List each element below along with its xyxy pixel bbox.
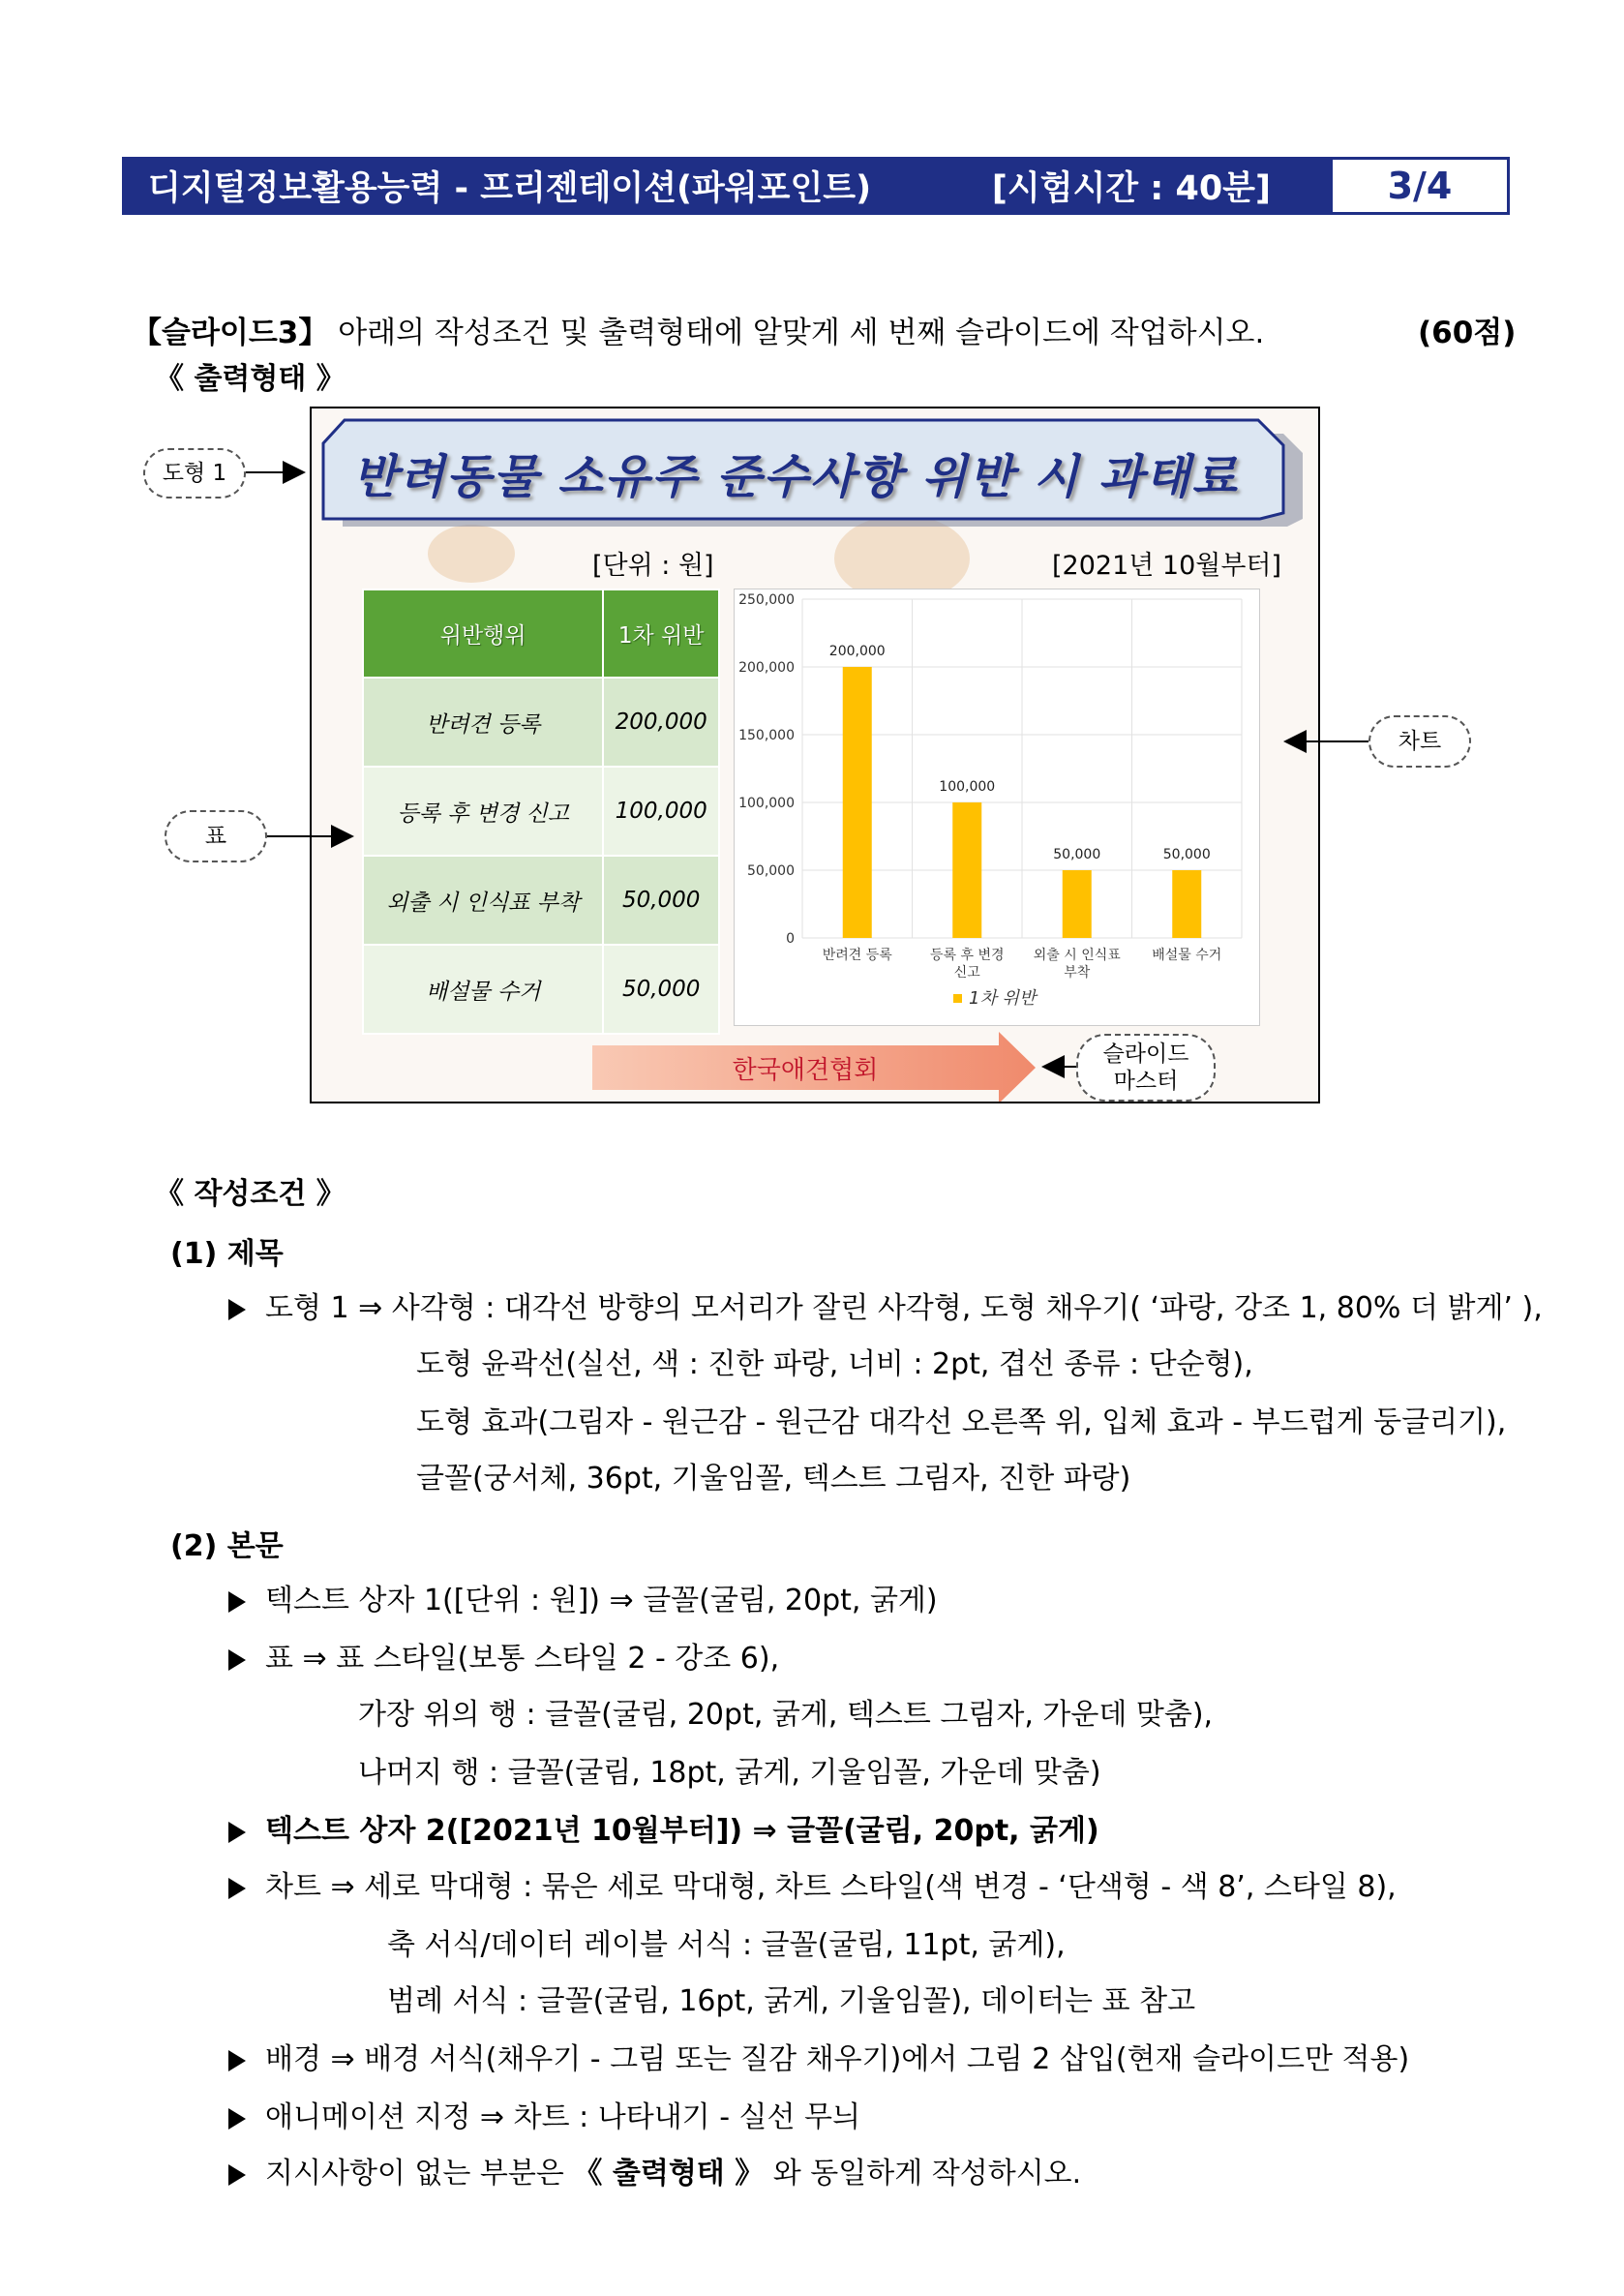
condition-text: 텍스트 상자 1([단위 : 원]) ⇒ 글꼴(굴림, 20pt, 굵게) — [265, 1584, 938, 1617]
condition-text: 애니메이션 지정 ⇒ 차트 : 나타내기 - 실선 무늬 — [265, 2100, 861, 2134]
output-heading: 《 출력형태 》 — [155, 362, 346, 396]
callout-shape1: 도형 1 — [143, 448, 246, 498]
bullet-triangle-icon — [228, 1299, 246, 1320]
y-tick-label: 50,000 — [747, 863, 795, 879]
bullet-triangle-icon — [228, 2108, 246, 2130]
data-label: 100,000 — [939, 779, 996, 795]
y-tick-label: 250,000 — [738, 592, 795, 608]
table-cell: 반려견 등록 — [363, 678, 603, 767]
header-title: 디지털정보활용능력 - 프리젠테이션(파워포인트) — [148, 169, 872, 208]
x-tick-label: 반려견 등록 — [822, 948, 892, 963]
header-exam-time: [시험시간 : 40분] — [991, 169, 1271, 208]
condition-line: 가장 위의 행 : 글꼴(굴림, 20pt, 굵게, 텍스트 그림자, 가운데 맞춤), — [358, 1698, 1214, 1732]
section1-title: (1) 제목 — [170, 1237, 284, 1271]
condition-text: 표 ⇒ 표 스타일(보통 스타일 2 - 강조 6), — [265, 1642, 780, 1676]
since-label: [2021년 10월부터] — [1052, 551, 1282, 581]
condition-line: 도형 윤곽선(실선, 색 : 진한 파랑, 너비 : 2pt, 겹선 종류 : 단순형), — [416, 1347, 1253, 1381]
table-cell: 200,000 — [603, 678, 719, 767]
callout-slide-master — [1076, 1034, 1216, 1102]
condition-text-pre: 지시사항이 없는 부분은 — [265, 2157, 564, 2190]
table-cell: 외출 시 인식표 부착 — [363, 856, 603, 945]
x-tick-label: 부착 — [1064, 965, 1091, 981]
table-cell: 50,000 — [603, 856, 719, 945]
condition-text: 도형 1 ⇒ 사각형 : 대각선 방향의 모서리가 잘린 사각형, 도형 채우기( ‘파랑, 강조 1, 80% 더 밝게’ ), — [265, 1291, 1543, 1325]
condition-line — [228, 1634, 779, 1677]
table-cell: 100,000 — [603, 767, 719, 856]
x-tick-label: 등록 후 변경 — [929, 948, 1005, 963]
callout-table: 표 — [165, 810, 267, 862]
condition-text: 차트 ⇒ 세로 막대형 : 묶은 세로 막대형, 차트 스타일(색 변경 - ‘단색형 - 색 8’, 스타일 8), — [265, 1870, 1397, 1904]
condition-line — [228, 1862, 1397, 1905]
section2-title: (2) 본문 — [170, 1529, 284, 1563]
y-tick-label: 150,000 — [738, 728, 795, 743]
condition-line — [228, 2035, 1409, 2077]
callout-master-line1: 슬라이드 — [1102, 1042, 1189, 1067]
slide-label: 【슬라이드3】 — [132, 316, 329, 350]
data-label: 200,000 — [828, 644, 886, 659]
header-page-number: 3/4 — [1387, 165, 1453, 207]
y-tick-label: 0 — [786, 931, 795, 947]
condition-line: 글꼴(궁서체, 36pt, 기울임꼴, 텍스트 그림자, 진한 파랑) — [416, 1462, 1131, 1495]
bullet-triangle-icon — [228, 1649, 246, 1671]
table-header-cell: 위반행위 — [363, 589, 603, 678]
bullet-triangle-icon — [228, 1822, 246, 1843]
x-tick-label: 외출 시 인식표 — [1033, 948, 1121, 963]
condition-text: 텍스트 상자 2([2021년 10월부터]) ⇒ 글꼴(굴림, 20pt, 굵게) — [265, 1814, 1099, 1848]
condition-line: 도형 효과(그림자 - 원근감 - 원근감 대각선 오른쪽 위, 입체 효과 - 부드럽게 둥글리기), — [416, 1405, 1507, 1439]
banner-text: 한국애견협회 — [732, 1055, 879, 1085]
table-cell: 50,000 — [603, 945, 719, 1034]
condition-line — [228, 2149, 1081, 2191]
points-label: (60점) — [1418, 316, 1517, 350]
condition-line: 축 서식/데이터 레이블 서식 : 글꼴(굴림, 11pt, 굵게), — [387, 1928, 1066, 1962]
callout-master-line2: 마스터 — [1113, 1069, 1179, 1094]
bullet-triangle-icon — [228, 2164, 246, 2186]
bullet-triangle-icon — [228, 1591, 246, 1613]
condition-line — [228, 2093, 860, 2135]
condition-line: 범례 서식 : 글꼴(굴림, 16pt, 굵게, 기울임꼴), 데이터는 표 참고 — [387, 1984, 1196, 2018]
y-tick-label: 100,000 — [738, 796, 795, 811]
condition-text: 배경 ⇒ 배경 서식(채우기 - 그림 또는 질감 채우기)에서 그림 2 삽입(현재 슬라이드만 적용) — [265, 2042, 1410, 2076]
x-tick-label: 배설물 수거 — [1152, 948, 1222, 963]
table-header-cell: 1차 위반 — [603, 589, 719, 678]
condition-text-bold: 《 출력형태 》 — [573, 2157, 765, 2190]
condition-text-post: 와 동일하게 작성하시오. — [772, 2157, 1082, 2190]
data-label: 50,000 — [1162, 847, 1211, 862]
callout-chart: 차트 — [1368, 715, 1471, 768]
bullet-triangle-icon — [228, 1878, 246, 1899]
unit-label: [단위 : 원] — [592, 551, 714, 581]
condition-line — [228, 1806, 1099, 1849]
conditions-heading: 《 작성조건 》 — [155, 1177, 346, 1211]
bullet-triangle-icon — [228, 2050, 246, 2071]
legend-label: 1차 위반 — [969, 988, 1037, 1009]
table-cell: 등록 후 변경 신고 — [363, 767, 603, 856]
slide-title: 반려동물 소유주 준수사항 위반 시 과태료 — [352, 449, 1239, 504]
condition-line — [228, 1284, 1543, 1326]
y-tick-label: 200,000 — [738, 660, 795, 676]
condition-line: 나머지 행 : 글꼴(굴림, 18pt, 굵게, 기울임꼴, 가운데 맞춤) — [358, 1756, 1101, 1790]
condition-line — [228, 1576, 938, 1618]
x-tick-label: 신고 — [953, 965, 980, 981]
instruction-text: 아래의 작성조건 및 출력형태에 알맞게 세 번째 슬라이드에 작업하시오. — [338, 316, 1265, 350]
table-cell: 배설물 수거 — [363, 945, 603, 1034]
data-label: 50,000 — [1053, 847, 1101, 862]
